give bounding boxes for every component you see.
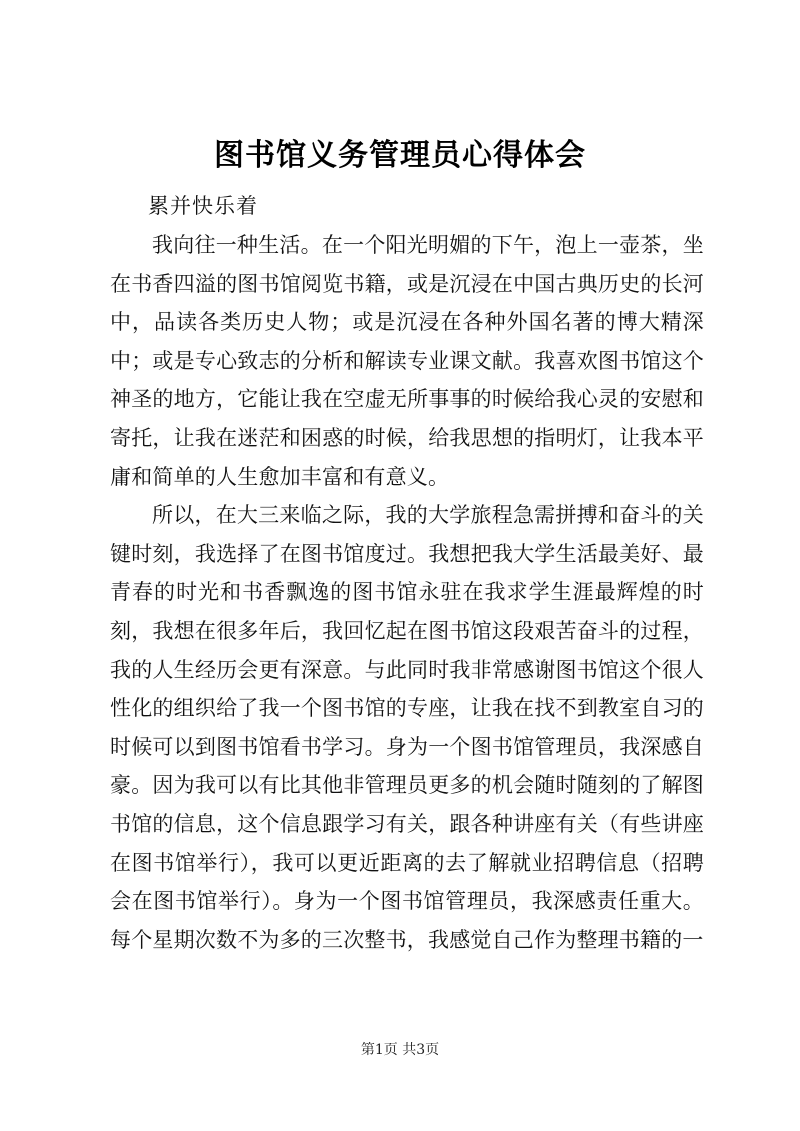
paragraph-1: 我向往一种生活。在一个阳光明媚的下午，泡上一壶茶，坐在书香四溢的图书馆阅览书籍，或是沉浸在中国古典历史的长河中，品读各类历史人物；或是沉浸在各种外国名著的博大精深中；或是专心致志的分析和解读专业课文献。我喜欢图书馆这个神圣的地方，它能让我在空虚无所事事的时候给我心灵的安慰和寄托，让我在迷茫和困惑的时候，给我思想的指明灯，让我本平庸和简单的人生愈加丰富和有意义。	[110, 233, 704, 489]
page-number-footer: 第1页 共3页	[360, 1042, 440, 1058]
document-title: 图书馆义务管理员心得体会	[214, 138, 586, 173]
document-body	[110, 226, 704, 959]
document-author: 累并快乐着	[148, 194, 258, 218]
paragraph-2: 所以，在大三来临之际，我的大学旅程急需拼搏和奋斗的关键时刻，我选择了在图书馆度过。我想把我大学生活最美好、最青春的时光和书香飘逸的图书馆永驻在我求学生涯最辉煌的时刻，我想在很多年后，我回忆起在图书馆这段艰苦奋斗的过程，我的人生经历会更有深意。与此同时我非常感谢图书馆这个很人性化的组织给了我一个图书馆的专座，让我在找不到教室自习的时候可以到图书馆看书学习。身为一个图书馆管理员，我深感自豪。因为我可以有比其他非管理员更多的机会随时随刻的了解图书馆的信息，这个信息跟学习有关，跟各种讲座有关（有些讲座在图书馆举行），我可以更近距离的去了解就业招聘信息（招聘会在图书馆举行）。身为一个图书馆管理员，我深感责任重大。每个星期次数不为多的三次整书，我感觉自己作为整理书籍的一	[110, 503, 704, 952]
